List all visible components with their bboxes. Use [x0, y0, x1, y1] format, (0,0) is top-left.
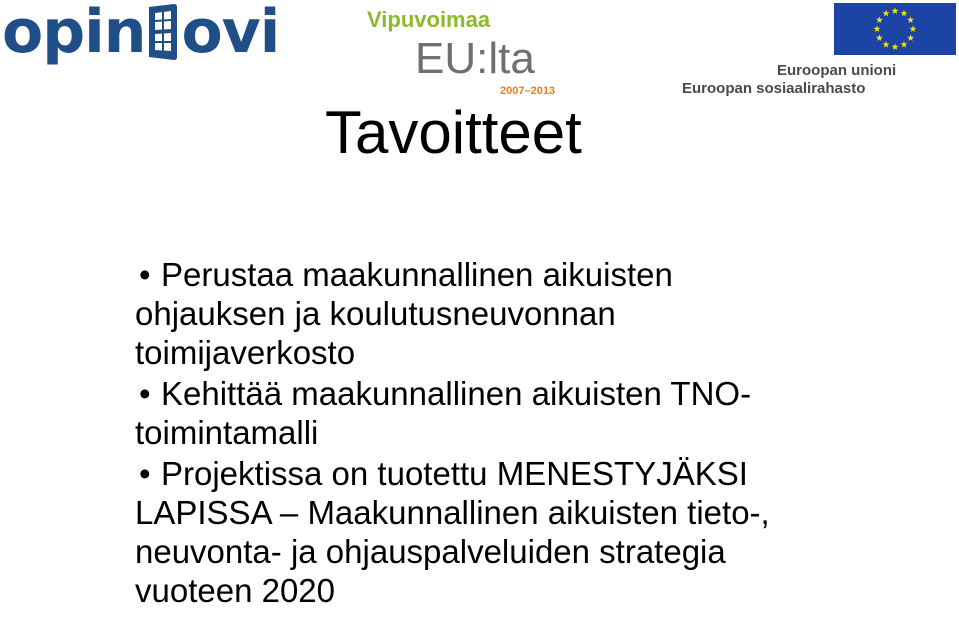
bullet-text: toimintamalli	[135, 414, 319, 451]
bullet-marker: •	[139, 256, 151, 293]
bullet-text: LAPISSA – Maakunnallinen aikuisten tieto-,	[135, 494, 770, 531]
bullet-item	[135, 374, 935, 452]
bullet-text: vuoteen 2020	[135, 572, 336, 609]
slide-title: Tavoitteet	[325, 99, 582, 166]
vipuvoimaa-title: Vipuvoimaa	[367, 7, 491, 32]
eu-union-label: Euroopan unioni	[777, 62, 897, 79]
bullet-list	[135, 255, 935, 610]
bullet-text: neuvonta- ja ohjauspalveluiden strategia	[135, 533, 726, 570]
bullet-item	[135, 454, 935, 610]
bullet-item	[135, 255, 935, 372]
bullet-text: Projektissa on tuotettu MENESTYJÄKSI	[161, 455, 748, 492]
opinovi-logo-left: opin	[2, 0, 146, 67]
bullet-text: toimijaverkosto	[135, 334, 356, 371]
bullet-text: Perustaa maakunnallinen aikuisten	[161, 256, 673, 293]
opinovi-logo-right: ovi	[181, 0, 280, 67]
door-window-icon	[146, 3, 180, 61]
bullet-marker: •	[139, 455, 151, 492]
eu-social-fund-label: Euroopan sosiaalirahasto	[682, 80, 866, 97]
opinovi-logo	[2, 0, 280, 67]
vipuvoimaa-years: 2007–2013	[500, 85, 556, 97]
bullet-text: ohjauksen ja koulutusneuvonnan	[135, 295, 616, 332]
vipuvoimaa-eu-text: EU:lta	[415, 34, 535, 83]
eu-flag-icon	[834, 3, 956, 55]
bullet-marker: •	[139, 375, 151, 412]
bullet-text: Kehittää maakunnallinen aikuisten TNO-	[161, 375, 752, 412]
